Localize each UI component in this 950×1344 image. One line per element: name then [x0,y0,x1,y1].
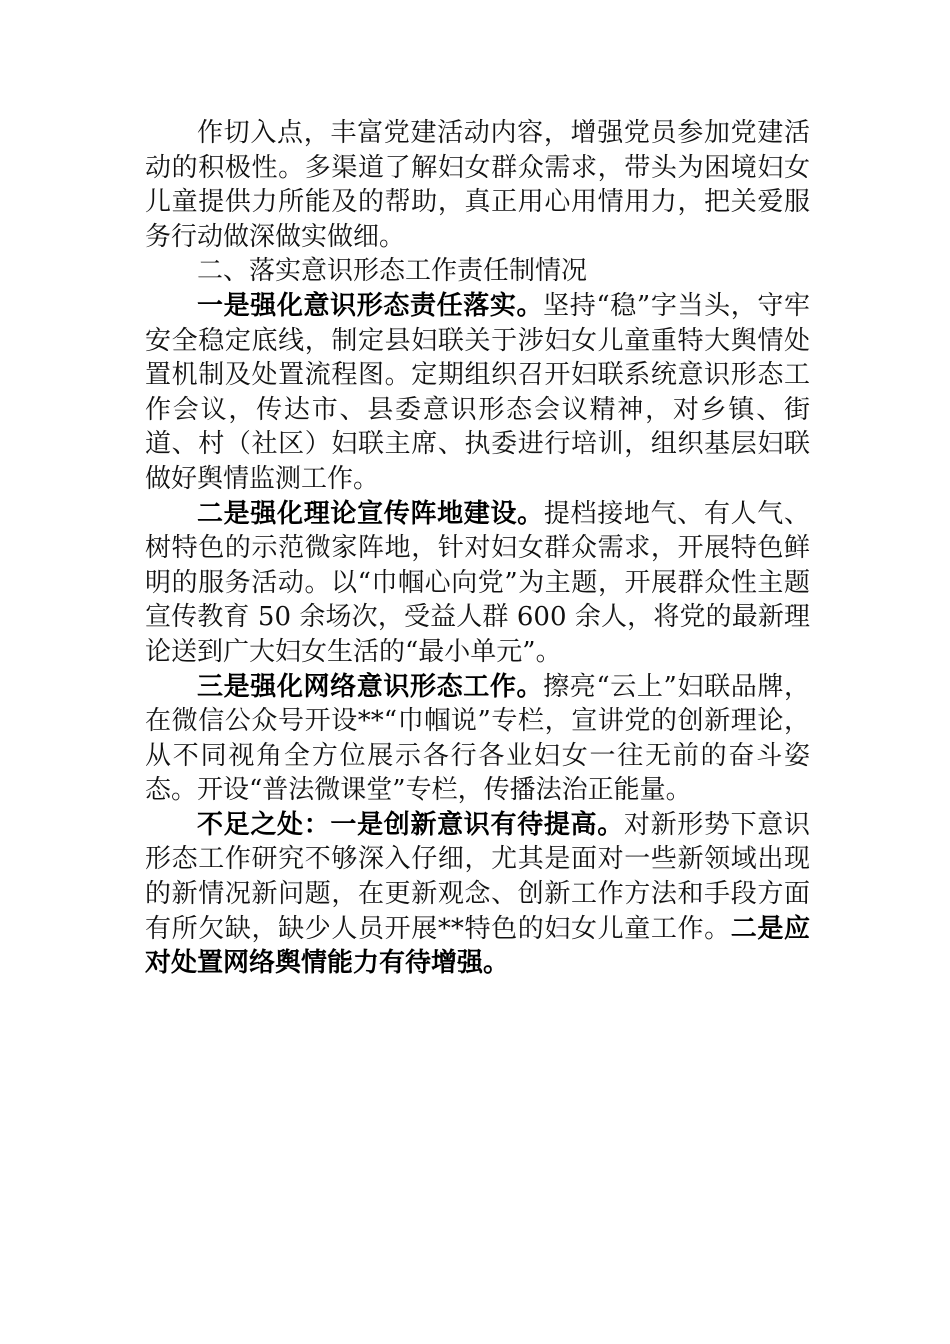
paragraph-text: 提档接地气、有人气、树特色的示范微家阵地，针对妇女群众需求，开展特色鲜明的服务活动。以“巾帼心向党”为主题，开展群众性主题宣传教育 50 余场次，受益人群 600 余人，将党的最新理论送到广大妇女生活的“最小单元”。 [145,498,810,667]
paragraph-text: 擦亮“云上”妇联品牌，在微信公众号开设**“巾帼说”专栏，宣讲党的创新理论，从不同视角全方位展示各行各业妇女一往无前的奋斗姿态。开设“普法微课堂”专栏，传播法治正能量。 [145,671,810,806]
paragraph-network-ideology [145,670,810,808]
paragraph-trailing-bold: 二是应对处置网络舆情能力有待增强。 [145,913,810,979]
paragraph-intro-continuation [145,116,810,254]
paragraph-text: 作切入点，丰富党建活动内容，增强党员参加党建活动的积极性。多渠道了解妇女群众需求，带头为困境妇女儿童提供力所能及的帮助，真正用心用情用力，把关爱服务行动做深做实做细。 [145,118,810,252]
paragraph-lead-bold: 二是强化理论宣传阵地建设。 [197,498,544,529]
paragraph-lead-bold: 一是强化意识形态责任落实。 [197,290,544,321]
section-heading-text: 二、落实意识形态工作责任制情况 [197,256,588,287]
section-heading [145,254,810,289]
paragraph-text: 坚持“稳”字当头，守牢安全稳定底线，制定县妇联关于涉妇女儿童重特大舆情处置机制及处置流程图。定期组织召开妇联系统意识形态工作会议，传达市、县委意识形态会议精神，对乡镇、街道、村（社区）妇联主席、执委进行培训，组织基层妇联做好舆情监测工作。 [145,290,810,494]
paragraph-lead-bold: 三是强化网络意识形态工作。 [197,671,544,702]
paragraph-lead-bold: 不足之处：一是创新意识有待提高。 [197,809,624,840]
paragraph-shortcomings [145,808,810,981]
paragraph-theory-promotion [145,497,810,670]
document-body [145,116,810,981]
paragraph-text: 对新形势下意识形态工作研究不够深入仔细，尤其是面对一些新领域出现的新情况新问题，在更新观念、创新工作方法和手段方面有所欠缺，缺少人员开展**特色的妇女儿童工作。 [145,809,810,944]
paragraph-responsibility [145,289,810,497]
